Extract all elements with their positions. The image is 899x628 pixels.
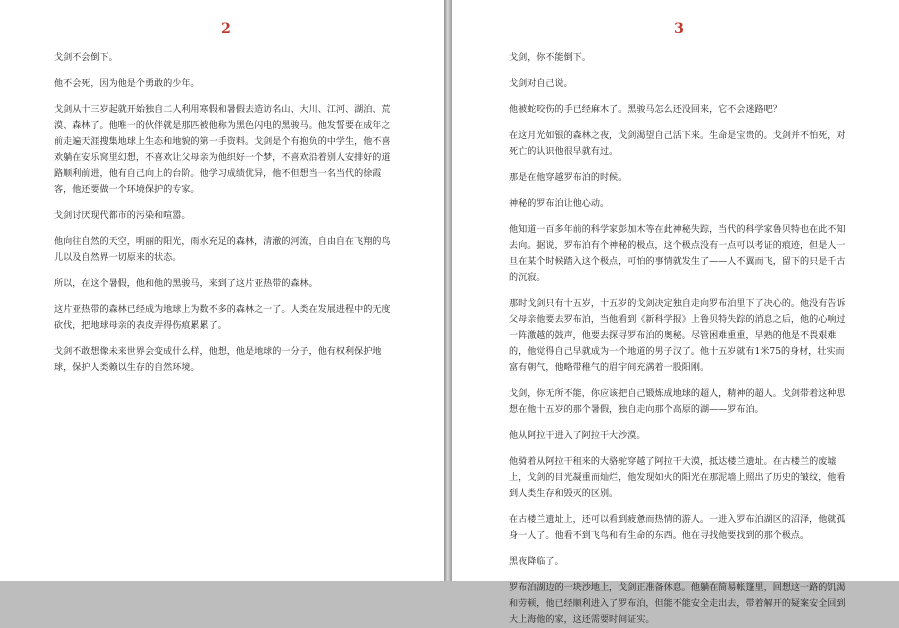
paragraph: 所以，在这个暑假，他和他的黑骏马，来到了这片亚热带的森林。: [54, 279, 318, 289]
paragraph: 戈剑不会倒下。: [54, 53, 118, 63]
paragraph: 他知道一百多年前的科学家彭加木等在此神秘失踪，当代的科学家鲁贝特也在此不知去向。据说，罗布泊有个神秘的极点，这个极点没有一点可以考证的痕迹，但是人一旦在某个时候踏入这个极点，可怕的事情就发生了——人不翼而飞，留下的只是千古的沉寂。: [509, 225, 846, 283]
paragraph: 他骑着从阿拉干租来的大骆驼穿越了阿拉干大漠，抵达楼兰遗址。在古楼兰的废墟上，戈剑的目光凝重而灿烂，他发现如火的阳光在那泥墙上照出了历史的皱纹，他看到人类生存和毁灭的区别。: [509, 457, 846, 499]
paragraph: 黑夜降临了。: [509, 557, 564, 567]
paragraph: 戈剑，你不能倒下。: [509, 53, 591, 63]
paragraph: 罗布泊湖边的一块沙地上，戈剑正准备休息。他躺在简易帐篷里，回想这一路的饥渴和劳顿，他已经顺利进入了罗布泊，但能不能安全走出去，带着解开的疑案安全回到大上海他的家，这还需要时间证实。: [509, 583, 846, 625]
paragraph: 戈剑不敢想像未来世界会变成什么样，他想，他是地球的一分子，他有权利保护地球，保护人类赖以生存的自然环境。: [54, 347, 382, 373]
paragraph: 戈剑，你无所不能，你应该把自己锻炼成地球的超人，精神的超人。戈剑带着这种思想在他十五岁的那个暑假，独自走向那个高原的湖——罗布泊。: [509, 389, 846, 415]
paragraph: 这片亚热带的森林已经成为地球上为数不多的森林之一了。人类在发展进程中的无度砍伐，把地球母亲的表皮弄得伤痕累累了。: [54, 305, 391, 331]
paragraph: 他向往自然的天空，明丽的阳光，雨水充足的森林，清澈的河流，自由自在飞翔的鸟儿以及自然界一切原来的状态。: [54, 237, 391, 263]
paragraph: 戈剑从十三岁起就开始独自二人利用寒假和暑假去造访名山、大川、江河、湖泊、荒漠、森林了。他唯一的伙伴就是那匹被他称为黑色闪电的黑骏马。他发誓要在成年之前走遍天涯搜集地球上生态和地貌的第一手资料。戈剑是个有抱负的中学生，他不喜欢躺在安乐窝里幻想，不喜欢让父母亲为他织好一个梦，不喜欢沿着别人安排好的道路顺利前进，他有自己向上的台阶。他学习成绩优异，他不但想当一名当代的徐霞客，他还要做一个环境保护的专家。: [54, 105, 391, 195]
left-page: [0, 0, 444, 581]
paragraph: 戈剑讨厌现代都市的污染和喧嚣。: [54, 211, 191, 221]
paragraph: 在古楼兰遗址上，还可以看到疲惫而热情的游人。一进入罗布泊湖区的沼泽，他就孤身一人了。他看不到飞鸟和有生命的东西。他在寻找他要找到的那个极点。: [509, 515, 846, 541]
paragraph: 他被蛇咬伤的手已经麻木了。黑骏马怎么还没回来，它不会迷路吧？: [509, 105, 782, 115]
page-divider: [444, 0, 452, 581]
page-number: 3: [674, 21, 684, 37]
paragraph: 那是在他穿越罗布泊的时候。: [509, 173, 628, 183]
paragraph: 他从阿拉干进入了阿拉干大沙漠。: [509, 431, 646, 441]
paragraph: 戈剑对自己说。: [509, 79, 573, 89]
right-page: [452, 0, 899, 625]
paragraph: 那时戈剑只有十五岁，十五岁的戈剑决定独自走向罗布泊里下了决心的。他没有告诉父母亲他要去罗布泊，当他看到《新科学报》上鲁贝特失踪的消息之后，他的心响过一阵激越的鼓声，他要去探寻罗布泊的奥秘。尽管困难重重，早熟的他是不畏艰难的，他觉得自己早就成为一个地道的男子汉了。他十五岁就有1米75的身材，壮实而富有朝气，他略带稚气的眉宇间充满着一股阳刚。: [509, 299, 846, 373]
page-number: 2: [221, 21, 231, 37]
paragraph: 在这月光如银的森林之夜，戈剑渴望自己活下来。生命是宝贵的。戈剑并不怕死，对死亡的认识他很早就有过。: [509, 131, 846, 157]
paragraph: 神秘的罗布泊让他心动。: [509, 199, 610, 209]
paragraph: 他不会死，因为他是个勇敢的少年。: [54, 79, 200, 89]
